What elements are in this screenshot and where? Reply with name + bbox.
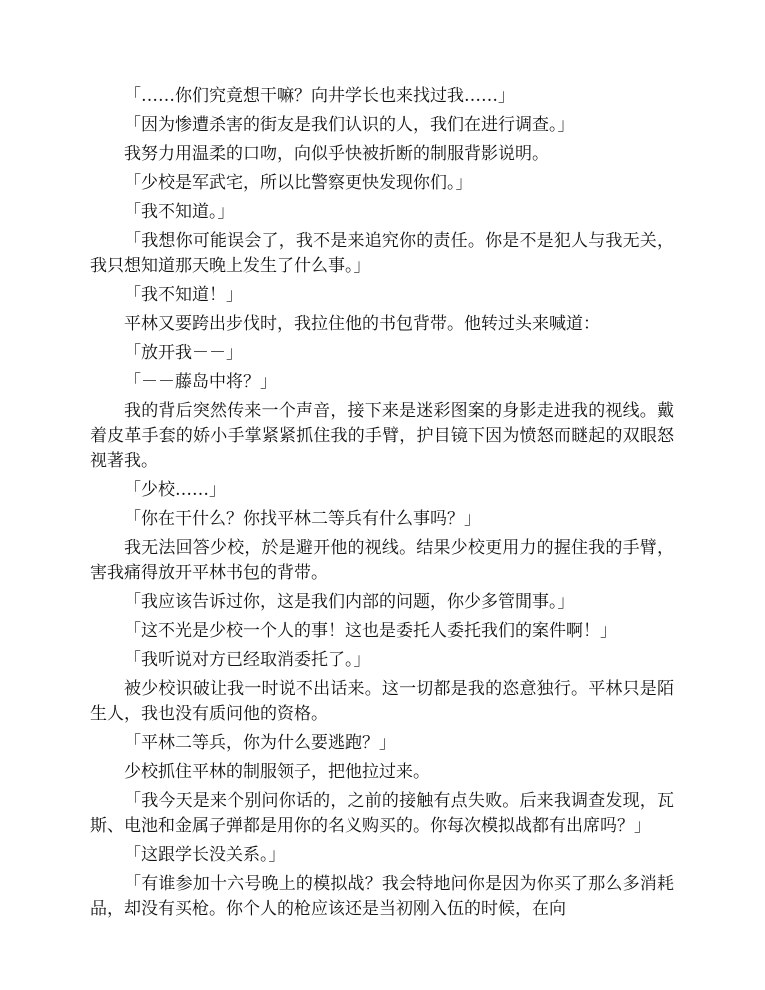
paragraph: 「这跟学长没关系。」 xyxy=(124,845,286,865)
paragraph: 「少校……」 xyxy=(124,480,226,500)
paragraph: 被少校识破让我一时说不出话来。这一切都是我的恣意独行。平林只是陌生人，我也没有质问他的资格。 xyxy=(90,679,674,724)
paragraph: 「因为惨遭杀害的街友是我们认识的人，我们在进行调查。」 xyxy=(124,115,575,135)
paragraph: 「我想你可能误会了，我不是来追究你的责任。你是不是犯人与我无关，我只想知道那天晚上发生了什么事。」 xyxy=(90,231,674,276)
paragraph: 「我应该告诉过你，这是我们内部的问题，你少多管閒事。」 xyxy=(124,592,575,612)
paragraph: 我无法回答少校，於是避开他的视线。结果少校更用力的握住我的手臂，害我痛得放开平林书包的背带。 xyxy=(90,538,674,583)
paragraph: 「放开我－－」 xyxy=(124,343,243,363)
paragraph: 「－－藤岛中将？」 xyxy=(124,372,277,392)
paragraph: 「我不知道。」 xyxy=(124,202,235,222)
paragraph: 「我不知道！」 xyxy=(124,285,243,305)
paragraph: 「有谁参加十六号晚上的模拟战？我会特地问你是因为你买了那么多消耗品，却没有买枪。你个人的枪应该还是当初刚入伍的时候，在向 xyxy=(90,874,674,919)
paragraph: 「……你们究竟想干嘛？向井学长也来找过我……」 xyxy=(124,86,515,106)
paragraph: 「我听说对方已经取消委托了。」 xyxy=(124,650,371,670)
novel-page xyxy=(90,84,674,926)
paragraph: 少校抓住平林的制服领子，把他拉过来。 xyxy=(124,762,430,782)
paragraph: 「你在干什么？你找平林二等兵有什么事吗？」 xyxy=(124,509,481,529)
paragraph: 平林又要跨出步伐时，我拉住他的书包背带。他转过头来喊道： xyxy=(124,314,600,334)
paragraph: 「平林二等兵，你为什么要逃跑？」 xyxy=(124,733,396,753)
paragraph: 我的背后突然传来一个声音，接下来是迷彩图案的身影走进我的视线。戴着皮革手套的娇小手掌紧紧抓住我的手臂，护目镜下因为愤怒而瞇起的双眼怒视著我。 xyxy=(90,401,674,471)
paragraph: 「少校是军武宅，所以比警察更快发现你们。」 xyxy=(124,173,473,193)
paragraph: 「我今天是来个别问你话的，之前的接触有点失败。后来我调查发现，瓦斯、电池和金属子弹都是用你的名义购买的。你每次模拟战都有出席吗？」 xyxy=(90,791,674,836)
paragraph: 我努力用温柔的口吻，向似乎快被折断的制服背影说明。 xyxy=(124,144,549,164)
paragraph: 「这不光是少校一个人的事！这也是委托人委托我们的案件啊！」 xyxy=(124,621,617,641)
